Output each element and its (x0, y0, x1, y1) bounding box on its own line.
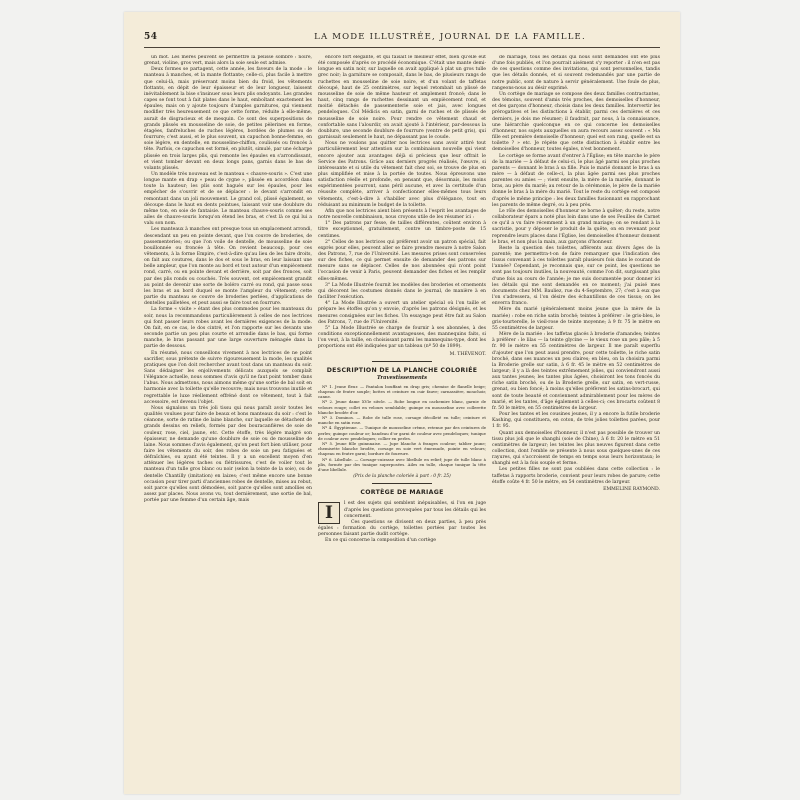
column-3-paragraph: Le cortège se forme avant d'entrer à l'Église; en tête marche le père de la mariée — à défaut de celui-ci, le plus âgé parmi ses plus proches parents — donnant le bras à sa fille. Puis le marié donnant le bras à sa mère — à défaut de celle-ci, la plus âgée parmi ses plus proches parentes ou amies — ; vient ensuite, la mère de la mariée, donnant le bras, au père du marié; au retour de la cérémonie, le père de la mariée donne le bras à la mère du marié. Tout le reste du cortège est composé d'après le même principe : les deux familles fusionnant en rapprochant les parents de même degré, ou à peu près. (492, 153, 660, 208)
header-rule (144, 47, 660, 48)
column-1-paragraph: Nous signalons un très joli tissu qui nous paraît avoir toutes les qualités voulues pour faire de beaux et bons manteaux du soir : c'est le céanone, sorte de ratine de laine blanche, sur laquelle se détachent de grands dessins en reliefs, formés par des bouracanfières de soie de couleur, rose, ciel, jaune, etc. Cette étoffe, très légère malgré son épaisseur, ne demande qu'une doublure de soie ou de mousseline de laine. Nous sommes d'avis également, qu'on peut fort bien utiliser, pour faire les vêtements du soir, des robes de soie un peu fatiguées et défraîchies, ou ayant été teintes. Il y a un excellent moyen d'en atténuer les légères taches ou flétrissures, c'est de voiler tout le manteau d'un tulle gros blanc ou noir (selon la teinte de la soie), ou de dentelle Chantilly (imitation) en laizes; c'est même encore une bonne occasion pour tirer parti d'anciennes robes de dentelle, mises au rebut, soit parce qu'elles sont démodées, soit parce qu'elles sont amollies en assez par places. Nous avons vu, tout dernièrement, une sortie de bal, portée par une femme d'un certain âge, mais (144, 405, 312, 504)
column-2-paragraph: 2° Celles de nos lectrices qui préfèrent avoir un patron spécial, fait exprès pour elles, peuvent aller se faire prendre mesure à notre Salon des Patrons, 7, rue de l'Université. Les mesures prises sont conservées sur des fiches, ce qui permet ensuite de demander des patrons sur mesure sans se déplacer. Celles de nos abonnées qui n'ont point l'occasion de venir à Paris, peuvent demander des fiches et les remplir elles-mêmes. (318, 239, 486, 282)
column-2-article (318, 55, 486, 351)
column-3-paragraph: de mariage, tous les détails qui nous sont demandés ont été plus d'une fois publiés, et l'on pourrait aisément s'y reporter : il n'en est pas de ces questions comme des invitations, qui sont personnelles, tandis que les détails donnés, et si souvent redemandés par une partie de notre public, sont de nature à servir généralement. Une foule de plus, rangeons-nous au désir exprimé. (492, 55, 660, 91)
column-2-paragraph: 5° La Mode Illustrée se charge de fournir à ses abonnées, à des conditions exceptionnellement avantageuses, des mannequins faits, si l'on veut, à la taille, en choisissant parmi les mannequins-type, dont les proportions ont été indiquées par un tableau (nº 50 de 1899). (318, 325, 486, 350)
cortege-paragraph: l est des sujets qui semblent inépuisables, si l'on en juge d'après les questions provoquées par tous les détails qui les concernent. (344, 501, 486, 519)
column-3-paragraph: Mère du marié (généralement moins jeune que la mère de la mariée) : robe en riche satin broché; teintes à préférer : le gris-bleu, le gris-tourterelle, le vieil-rose de teinte moyenne; à 9 fr. 75 le mètre en 55 centimètres de largeur. (492, 307, 660, 331)
column-2-paragraph: 3° La Mode Illustrée fournit les modèles des broderies et ornements qui décorent les costumes donnés dans le journal, de manière à en faciliter l'exécution. (318, 282, 486, 301)
column-3-paragraph: Pour les tantes et les cousines jeunes, il y a encore la futile broderie Kashing, qui constituera, en coton, de très jolies toilettes parées, pour 1 fr. 95. (492, 412, 660, 430)
column-2-paragraph: Afin que nos lectrices aient bien présents à l'esprit les avantages de notre nouvelle combinaison, nous croyons utile de les résumer ici : (318, 208, 486, 221)
running-head (144, 32, 660, 46)
drop-cap-initial: I (318, 502, 340, 524)
signature-thevenot: M. THÉVENOT. (449, 351, 486, 357)
column-3-paragraph: Le rôle des demoiselles d'honneur se borne à quêter; du reste, notre collaborateur épars a noté plus loin dans une de ses Feuilles de Carnet ce qu'il a vu faire récemment à un grand mariage; on se rendant à la sacristie, pour y déposer le produit de la quête, on en revenant pour reprendre leurs places dans l'Église, les demoiselles d'honneur donnent le bras, et non plus la main, aux garçons d'honneur. (492, 208, 660, 245)
figure-list (318, 384, 486, 472)
figure-paragraph: Nº 6. Libellule. — Corsage-cuirasse avec libellule en relief; jupe de tulle blanc à plis, formée par des tunique superposées. Ailes en tulle, chaque tunique la tête d'une libellule. (318, 456, 486, 473)
column-1-paragraph: La forme « visite » étant des plus commodes pour les manteaux du soir, nous la recommandons particulièrement à celles de nos lectrices qui font passer leurs robes avant les dernières exigences de la mode. On fait, en ce cas, le dos cintré, et l'on rapporte sur les devants une seconde partie un peu plus courte et arrondie dans le bas, qui forme manche, le bras passant par une large ouverture ménagée dans la partie de dessous. (144, 307, 312, 350)
column-3-paragraph: Les petites filles ne sont pas oubliées dans cette collection : le taffetas à rapports broderie, convient pour leurs robes de parure; cette étoffe coûte 4 fr. 50 le mètre, en 54 centimètres de largeur. (492, 467, 660, 485)
column-3-paragraph: Quant aux demoiselles d'honneur, il n'est pas possible de trouver un tissu plus joli que le shanghi (soie de Chine), à 6 fr. 20 le mètre en 51 centimètres de largeur; les teintes les plus neuves figurent dans cette collection, dont l'emble se présente à nous sous quelques-unes de ces rayures, qui s'accroisent de temps en temps sous leurs horizontaux; le shanghi est à la fois souple et ferme. (492, 430, 660, 467)
section-divider (372, 361, 432, 362)
page-number: 54 (144, 32, 158, 42)
column-1-paragraph: un mot. Les mères peuvent se permettre la pelisse sombre : noire, grenat, violine, gros vert, mais alors la soie seule est admise. (144, 55, 312, 67)
column-2-paragraph: 1° Des patrons par fesse, de tailles différentes, coûtent environ à titre exceptionnel, gratuitement, contre un timbre-poste de 15 centimes. (318, 221, 486, 239)
column-3-paragraph: Reste la question des toilettes, afférents aux divers âges de la parenté; me permettra-t-on de faire remarquer que l'indication des tissus convenant à ces toilettes paraît plusieurs fois dans le courant de l'année? Cependant, je reconnais que, sur ce point, les questions ne sont pas toujours inutiles, la nouveauté, comme l'on dit, surgissant plus d'une fois au cours de l'année; je me suis documentée pour donner ici les détails qui me sont demandés en ce moment; j'ai puisé mes documents chez MM. Bauliez, rue du 4-Septembre, 27; c'est à eux que l'on s'adressera, si l'on désire des échantillons de ces tissus; on les enverra franco. (492, 245, 660, 307)
plate-subheading: Travestissements (376, 374, 428, 381)
signature-raymond: EMMELINE RAYMOND. (603, 486, 660, 492)
column-1-paragraph: Les manteaux à manches ont presque tous un emplacement arrondi, descendant un peu en pointe devant, que l'on couvre de broderies, de passementeries; ou que l'on voile de dentelle, de mousseline de soie bouillonnée ou froncée à tête. On revient beaucoup, pour ces vêtements, à la forme Empire, c'est-à-dire qu'au lieu de les faire droits, on fait aux coutures, dans le dos et sous le bras, en leur laissant une belle ampleur, que l'on monte au bord et tout autour d'un empiècement rond, carré, ou en pointe devant et derrière, soit par des fronces, soit par des plis ronds ou couchés. Très souvent, cet empiècement grandit au point de devenir une sorte de boléro carré ou rond, qui passe sous les bras et au bord duquel se monte l'ampleur du vêtement; cette partie du manteau se couvre de broderies perlées, d'applications de dentelles pailletées, et peut aussi se faire tout en fourrure. (144, 227, 312, 307)
magazine-page (124, 12, 680, 794)
figure-paragraph: Nº 3. Dominos. — Robe de tulle rose, corsage décolleté en tulle; ceinture et manche en satin rose. (318, 415, 486, 426)
plate-price-note: (Prix de la planche coloriée à part : 0 fr. 25) (353, 474, 451, 480)
section-divider (372, 483, 432, 484)
column-2 (318, 55, 486, 775)
column-1 (144, 55, 312, 775)
cortege-article (318, 501, 486, 544)
column-2-paragraph: Nous ne voulons pas quitter nos lectrices sans avoir attiré tout particulièrement leur attention sur la combinaison nouvelle qui vient encore ajouter aux avantages déjà si précieux que leur offrait le Service des Patrons. Grâce aux derniers progrès réalisés, l'œuvre, si intéressante et si utile du vêtement fait chez soi, se trouve de plus en plus simplifiée et mise à la portée de toutes. Nous épreuvons une satisfaction réelle et profonde, en pensant que, désormais, les moins expérimentées pourront, sans péril aucune, et avec la certitude d'un réussite complète, arriver à confectionner elles-mêmes tous leurs vêtements, c'est-à-dire à s'habiller avec plus d'élégance, tout en réduisant au minimum le budget de la toilette. (318, 141, 486, 208)
column-2-paragraph: encore fort élégante, et qui faisait le meilleur effet, bien qu'elle eût été composée d'après ce procédé économique. C'était une mante demi-longue en satin noir, sur laquelle on avait appliqué à plat un gros tulle grec noir; la garniture se composait, dans le bas, de plusieurs rangs de ruchettes en mousseline de soie noire, et d'un volant de taffetas découpé, haut de 25 centimètres, sur lequel retombait un plissé de mousseline de soie de même hauteur et amplement froncé; dans le haut, cinq rangs de ruchettes dessinant un empiècement rond, et moitié détachés de passementerie soie et jais, avec longues pendeloques. Col Médicis en satin, garni de ruches et de plissés de mousseline de soie noire. Pour rendre ce vêtement chaud et confortable sans l'alourdir, on avait ajouté à l'intérieur, par-dessous la doublure, une seconde doublure de fourrure (ventre de petit gris), qui garnissait seulement le haut, ne dépassant pas le coude. (318, 55, 486, 141)
journal-title: LA MODE ILLUSTRÉE, JOURNAL DE LA FAMILLE. (314, 32, 586, 42)
column-3-paragraph: Mère de la mariée : les taffetas glacés à broderie d'amandes; teintes à préférer : le lilas — la teinte glycine — le vieux rose un peu pâle; à 5 fr. 90 le mètre en 55 centimètres de largeur. Il me paraît superflu d'ajouter que l'on peut aussi prendre, pour cette toilette, le riche satin broché, dans ses nuances un peu claires; en bleu, on la choisira parmi la Broderie grelle sur satin, à 6 fr. 45 le mètre en 52 centimètres de largeur; il y a là des teintes extrêmement jolies, qui conviendront aussi aux tantes jeunes; les tantes plus âgées, choisiront les tons foncés du riche satin broché, ou de la Broderie grelle, sur satin, en vert-russe, grenat, ou bien foncé; à moins qu'elles préfèrent les satins-brocart, qui sont de toute beauté et conviennent admirablement pour les mères de marié, et les tantes, d'âge également à celles-ci; ces brocarts coûtent 8 fr. 50 le mètre, en 55 centimètres de largeur. (492, 332, 660, 411)
column-3-article (492, 55, 660, 486)
plate-description-heading: DESCRIPTION DE LA PLANCHE COLORIÉE (326, 366, 478, 374)
figure-paragraph: Nº 2. Jeune dame XVIe siècle. — Robe longue en cachemire blanc, garnie de velours rouge; collet en velours semblable; guimpe en mousseline avec collerette blanche brodée d'or. (318, 399, 486, 415)
column-1-paragraph: Un modèle très nouveau est le manteau « chauve-souris ». C'est une longue mante en drap « peau de cygne », plissée en accordéon dans toute la hauteur; les plis sont bagués sur les épaules, pour les empêcher de s'ouvrir et de se déplacer : le devant s'arrondit en remontant dans un joli mouvement. Le grand col, plissé également, se découpe dans le haut en dents pointues, laissant voir une doublure du même ton, en soie de fantaisie. Le manteau chauve-souris comme ses ailes de chauve-souris lorsqu'on étend les bras, et c'est là ce qui lui a valu son nom. (144, 171, 312, 227)
cortege-heading: CORTÈGE DE MARIAGE (360, 489, 444, 497)
column-3 (492, 55, 660, 775)
cortege-paragraph: Ces questions se divisent en deux parties, à peu près égales : formation du cortège, toilettes portées par toutes les personnes faisant partie dudit cortège. (318, 519, 486, 538)
column-1-paragraph: Deux formes se partagent, cette année, les faveurs de la mode : le manteau à manches, et la mante flottante; celle-ci, plus facile à mettre que celui-là, mais préservant moins bien du froid, les vêtements flottants, en dépit de leur épaisseur et de leur longueur, laissent inévitablement la bise s'insinuer sous leurs plis ondoyants. Les grandes capes se font tout à fait plates dans le haut, emboîtant exactement les épaules; mais on y ajoute toujours d'amples garnitures, qui viennent modifier très heureusement ce que cette forme, réduite à elle-même, aurait de disgracieux et de mesquin. Ce sont des superpositions de grands plissés en mousseline de soie, de petites pèlerines en forme, étagées, fanfreluches de ruches légères, bordées de plumes ou de fourrure; c'est aussi, et le plus souvent, un capuchon bonne-femme, en soie légère, en dentelle, en mousseline-chiffon, coulissés ou froncés à tête. Parfois, ce capuchon est formé, en plutôt, simulé, par une écharpe plissée en trois larges plis, qui remonte les épaules en s'arrondissant, et vient tomber devant en deux longs pans, garnis dans le bas de volants plissés. (144, 67, 312, 171)
figure-paragraph: Nº 4. Égyptienne. — Tunique de mousseline crème, retenue par des ceintures de perles; guimpe couleur or; bandeau d'or garni de couleur avec pendeloques; tunique de couleur avec pendeloques; collier en perles. (318, 425, 486, 441)
figure-paragraph: Nº 5. Jeune fille guinnnaise. — Jupe blanche à franges couleur; tablier jaune; chemisette blanche brodée, corsage en soie vert émeraude, pointe en velours; chapeau en feutre garni; bordure de fourrure. (318, 441, 486, 457)
column-2-paragraph: 4° La Mode Illustrée a ouvert un atelier spécial où l'on taille et prépare les étoffes qu'on y envoie, d'après les patrons désignés, et les mesures consignées sur les fiches. Un essayage peut être fait au Salon des Patrons, 7, rue de l'Université. (318, 301, 486, 325)
column-1-paragraph: En résumé, nous conseillons vivement à nos lectrices de ne point sacrifier, sous prétexte de suivre rigoureusement la mode, les qualités pratiques que l'on doit rechercher avant tout dans un manteau du soir. Sans dédaigner les enjolivements délicats auxquels se complaît l'élégance actuelle, nous sommes d'avis qu'il ne faut point tomber dans l'abus. Nous admettons, nous aimons même qu'une sortie de bal soit en harmonie avec la toilette qu'elle recouvre; mais nous trouvons inutile et regrettable le luxe réellement effréné dont ce vêtement, tout à fait accessoire, est devenu l'objet. (144, 350, 312, 405)
column-3-paragraph: Un cortège de mariage se compose des deux familles contractantes, des témoins, souvent d'amis très proches, des demoiselles d'honneur, et des garçons d'honneur, choisis dans les deux familles. Intervertir les prérogatives et les distinctions à établir, parmi ces dernières et ces derniers, je dois me résumer; il faudrait, par nous, à la connaissance, une hiérarchie quelconque en ce qui concerne les demoiselles d'honneur, nos sujets auxquelles on aura recours assez souvent : « Ma fille est première demoiselle d'honneur; quel est son rang, quelle est sa toilette ? » etc. Je répète que cette distinction à établir entre les demoiselles d'honneur, toutes égales, n'est bonnement. (492, 91, 660, 153)
cortege-paragraph: En ce qui concerne la composition d'un cortège (325, 538, 437, 544)
figure-paragraph: Nº 1. Jeune fleur. — Pantalon bouffant en drap gris; chemise de flanelle beige; chapeau de feutre souple; bottes et ceinture en cuir fauve; carnassière, mouchoir, canne. (318, 383, 486, 400)
